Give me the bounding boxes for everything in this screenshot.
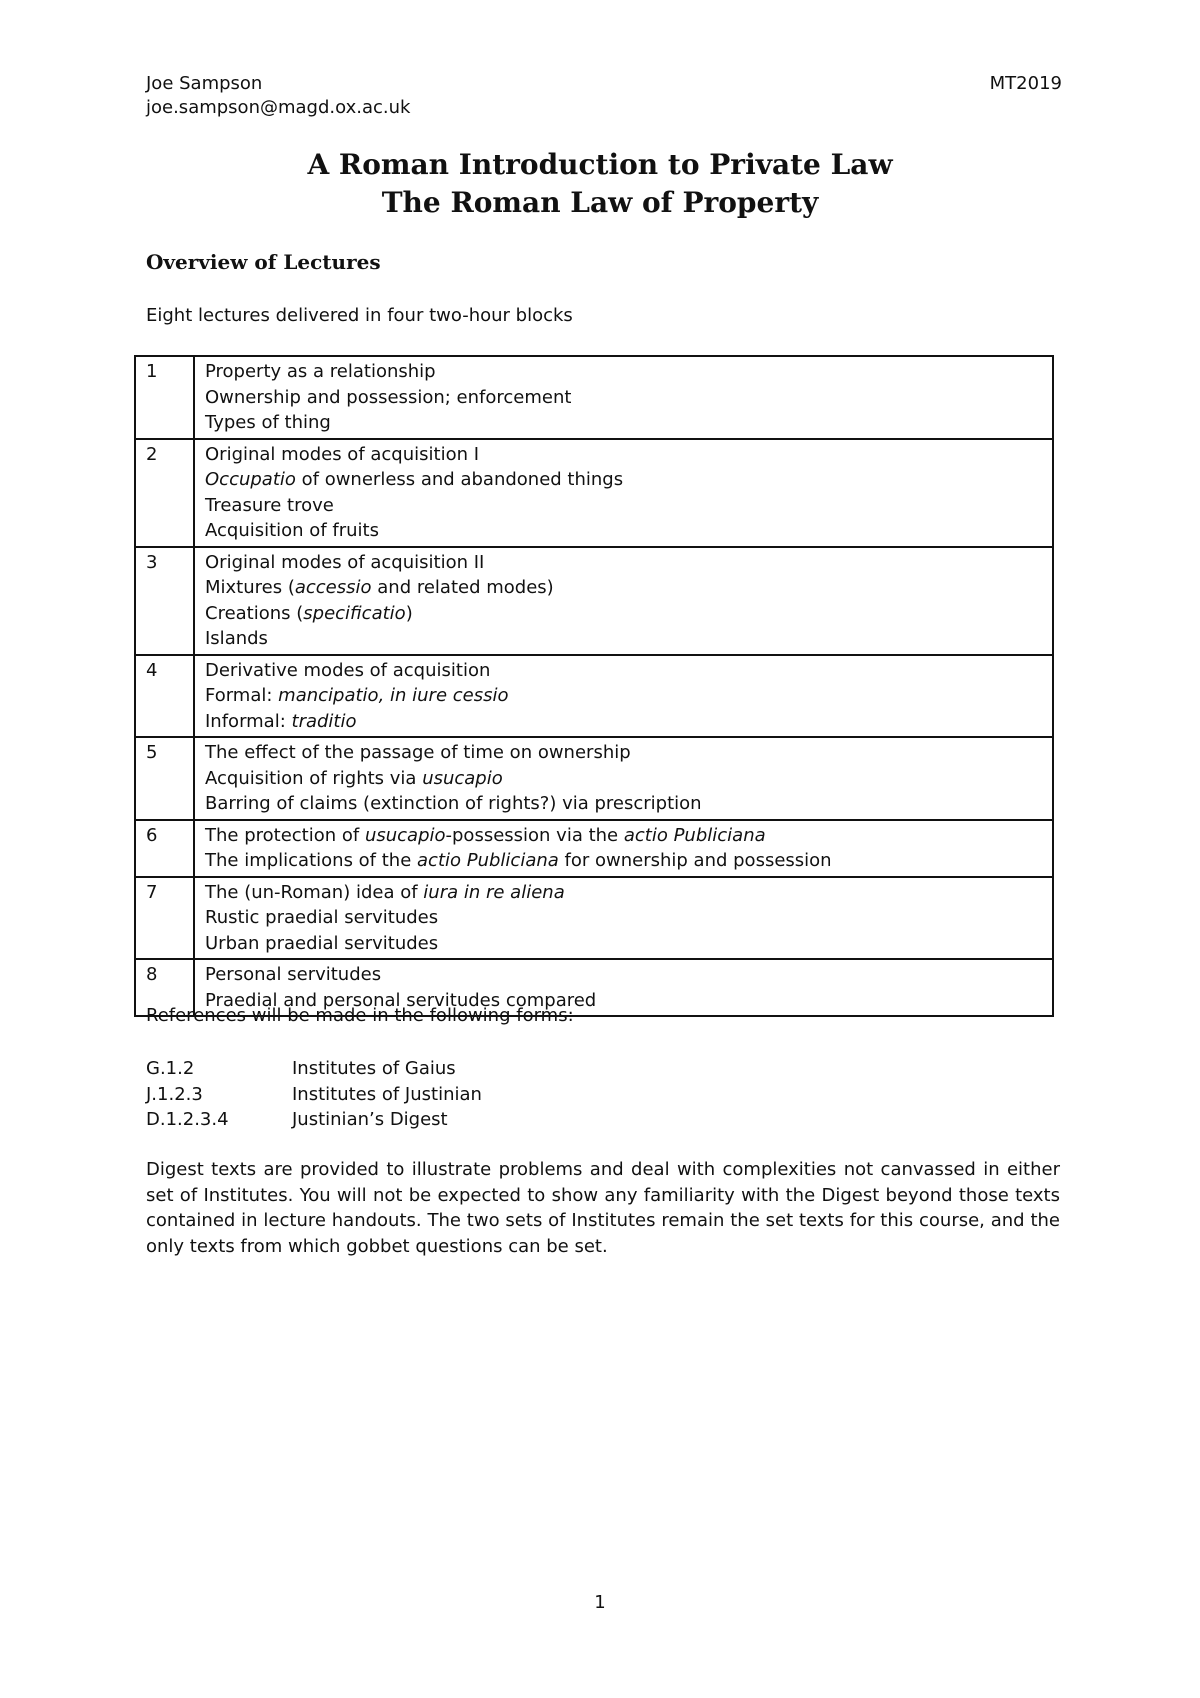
lecture-topic-line [205,740,1042,766]
reference-row [146,1107,482,1133]
lecture-topics [194,356,1053,439]
topic-text: Property as a relationship [205,361,436,382]
topic-text: ) [405,602,413,624]
topic-text: The implications of the [205,850,418,871]
lecture-topic-line [205,601,1042,627]
topic-text: -possession via the [445,824,624,846]
reference-row [146,1082,482,1108]
lecture-topic-line [205,905,1042,931]
title-line-1: A Roman Introduction to Private Law [307,148,893,181]
lecture-number: 1 [135,356,194,439]
topic-text: Barring of claims (extinction of rights?) via prescription [205,793,702,814]
latin-term: mancipatio, in iure cessio [278,685,509,706]
lectures-table [134,355,1054,1017]
lecture-number: 7 [135,877,194,960]
lecture-row [135,820,1053,877]
lecture-topic-line [205,410,1042,436]
lecture-topics [194,877,1053,960]
lecture-topic-line [205,467,1042,493]
reference-source: Institutes of Gaius [292,1058,456,1079]
lecture-number: 5 [135,737,194,820]
references-list [146,1056,482,1133]
lecture-topic-line [205,658,1042,684]
overview-intro: Eight lectures delivered in four two-hour blocks [146,305,573,326]
reference-source: Justinian’s Digest [292,1109,448,1130]
topic-text: Original modes of acquisition II [205,551,485,573]
topic-text: Derivative modes of acquisition [205,659,491,681]
latin-term: usucapio [364,824,446,846]
lecture-topic-line [205,359,1042,385]
latin-term: actio Publiciana [623,824,766,846]
topic-text: Urban praedial servitudes [205,932,439,954]
latin-term: iura in re aliena [423,881,565,903]
lecture-number: 6 [135,820,194,877]
author-name: Joe Sampson [146,73,263,94]
topic-text: Formal: [205,685,279,706]
lecture-topic-line [205,962,1042,988]
lecture-row [135,547,1053,655]
lecture-topic-line [205,626,1042,652]
latin-term: usucapio [422,767,503,789]
lecture-topic-line [205,518,1042,544]
lecture-topic-line [205,683,1042,709]
lecture-topics [194,655,1053,738]
lecture-topics [194,737,1053,820]
reference-code: G.1.2 [146,1058,195,1079]
lecture-topic-line [205,848,1042,874]
topic-text: Acquisition of rights via [205,767,423,789]
latin-term: specificatio [303,602,406,624]
lecture-number: 3 [135,547,194,655]
lecture-row [135,655,1053,738]
lecture-row [135,439,1053,547]
lecture-number: 2 [135,439,194,547]
lecture-topic-line [205,575,1042,601]
latin-term: traditio [291,710,357,732]
topic-text: Ownership and possession; enforcement [205,386,572,408]
topic-text: Islands [205,628,268,649]
page-number: 1 [594,1592,606,1613]
references-intro: References will be made in the following forms: [146,1005,574,1026]
topic-text: of ownerless and abandoned things [295,469,624,490]
latin-term: Occupatio [205,469,296,490]
title-line-2: The Roman Law of Property [381,186,819,219]
author-email: joe.sampson@magd.ox.ac.uk [146,97,411,118]
topic-text: Informal: [205,710,292,732]
lecture-topic-line [205,766,1042,792]
topic-text: Types of thing [205,412,331,433]
digest-note-paragraph: Digest texts are provided to illustrate problems and deal with complexities not canvassed in either set of Institutes. You will not be expected to show any familiarity with the Digest beyond those texts contained in lecture handouts. The two sets of Institutes remain the set texts for this course, and the only texts from which gobbet questions can be set. [146,1159,1060,1257]
header-author-block [146,72,410,120]
reference-source: Institutes of Justinian [292,1083,482,1105]
lecture-topic-line [205,791,1042,817]
lecture-number: 8 [135,959,194,1016]
lecture-topic-line [205,550,1042,576]
term-label: MT2019 [989,73,1062,94]
reference-code: J.1.2.3 [146,1083,203,1105]
topic-text: for ownership and possession [558,850,832,871]
lecture-topic-line [205,493,1042,519]
topic-text: and related modes) [371,577,554,598]
lecture-number: 4 [135,655,194,738]
section-heading: Overview of Lectures [146,250,381,274]
lecture-topics [194,820,1053,877]
lecture-topic-line [205,442,1042,468]
topic-text: Rustic praedial servitudes [205,907,439,928]
topic-text: Personal servitudes [205,964,382,985]
reference-row [146,1056,482,1082]
lecture-topic-line [205,931,1042,957]
lecture-topics [194,547,1053,655]
topic-text: The (un-Roman) idea of [205,881,424,903]
lecture-topics [194,439,1053,547]
topic-text: Original modes of acquisition I [205,443,480,465]
lecture-topic-line [205,823,1042,849]
lecture-row [135,877,1053,960]
topic-text: Acquisition of fruits [205,520,379,541]
topic-text: Mixtures ( [205,577,295,598]
topic-text: The protection of [205,824,365,846]
reference-code: D.1.2.3.4 [146,1109,229,1130]
lecture-topic-line [205,385,1042,411]
lecture-row [135,356,1053,439]
lecture-topic-line [205,880,1042,906]
document-title [0,146,1200,222]
lecture-topic-line [205,709,1042,735]
latin-term: accessio [294,577,372,598]
lecture-row [135,737,1053,820]
topic-text: Treasure trove [205,494,334,516]
topic-text: Creations ( [205,602,304,624]
topic-text: Praedial and personal servitudes compared [205,989,597,1011]
latin-term: actio Publiciana [417,850,559,871]
topic-text: The effect of the passage of time on ownership [205,742,631,763]
